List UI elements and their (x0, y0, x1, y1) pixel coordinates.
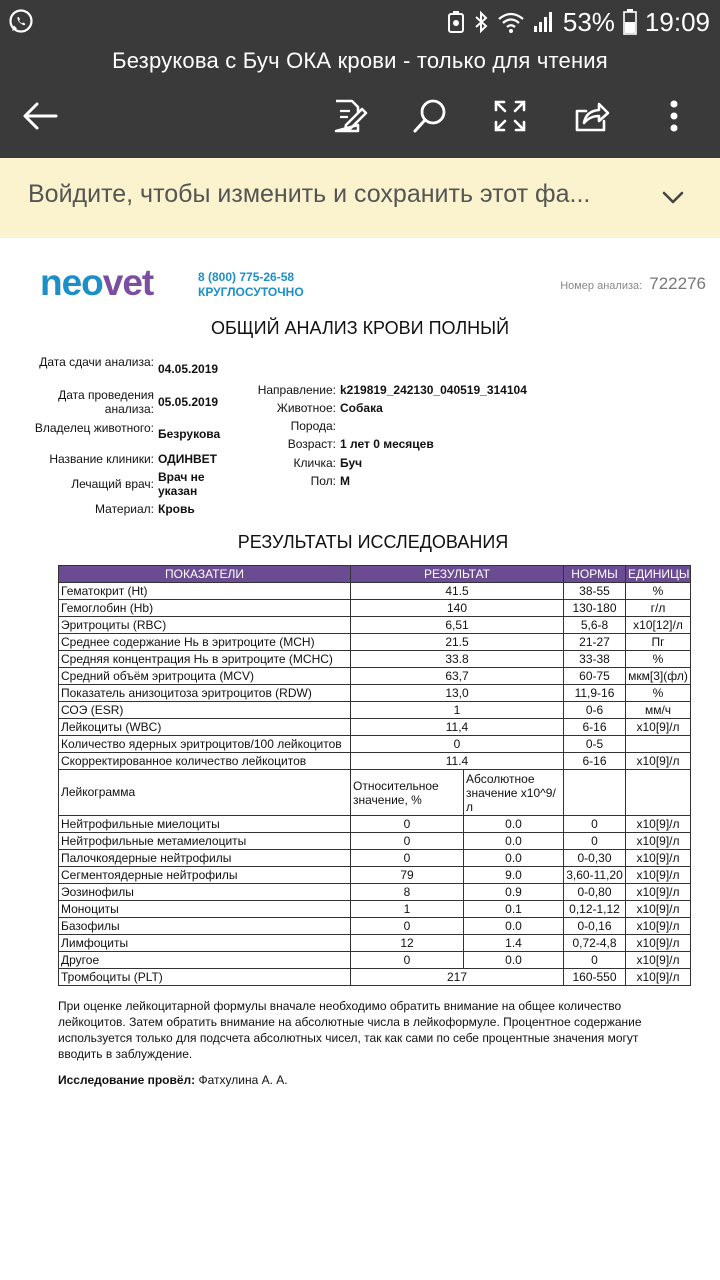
status-icons (447, 6, 710, 38)
absolute-value-header: Абсолютное значение x10^9/л (464, 770, 564, 816)
wifi-icon (497, 11, 525, 33)
cell-norm: 3,60-11,20 (564, 867, 626, 884)
table-row (59, 816, 691, 833)
table-row (59, 634, 691, 651)
table-row (59, 901, 691, 918)
table-row (59, 850, 691, 867)
breed-label: Порода: (290, 419, 336, 433)
header-norms: НОРМЫ (564, 566, 626, 583)
cell-unit: x10[9]/л (626, 901, 691, 918)
cell-unit: x10[9]/л (626, 753, 691, 770)
material-value: Кровь (158, 502, 195, 516)
cell-unit: % (626, 651, 691, 668)
table-row (59, 884, 691, 901)
leukogram-norm-empty (564, 770, 626, 816)
cell-relative: 12 (351, 935, 464, 952)
header-indicators: ПОКАЗАТЕЛИ (59, 566, 351, 583)
cell-name: Нейтрофильные миелоциты (59, 816, 351, 833)
cell-unit: x10[12]/л (626, 617, 691, 634)
clinic-value: ОДИНВЕТ (158, 452, 218, 466)
cell-result: 1 (351, 702, 564, 719)
document-page (0, 238, 720, 1280)
table-header-row (59, 566, 691, 583)
researcher-label: Исследование провёл: (58, 1073, 196, 1087)
share-icon[interactable] (572, 96, 612, 136)
date-done-value: 05.05.2019 (158, 395, 219, 409)
table-row (59, 736, 691, 753)
more-icon[interactable] (654, 96, 694, 136)
phone-number: 8 (800) 775-26-58 (198, 270, 295, 284)
battery-icon (623, 9, 637, 35)
table-row (59, 600, 691, 617)
cell-norm: 0-0,16 (564, 918, 626, 935)
material-label: Материал: (95, 502, 154, 516)
cell-unit: Пг (626, 634, 691, 651)
cell-name: СОЭ (ESR) (59, 702, 351, 719)
cell-relative: 0 (351, 850, 464, 867)
signal-icon (533, 11, 555, 33)
cell-name: Эритроциты (RBC) (59, 617, 351, 634)
cell-relative: 1 (351, 901, 464, 918)
sign-in-banner[interactable] (0, 158, 720, 238)
doctor-value: Врач не указан (158, 470, 205, 498)
researcher-name: Фатхулина А. А. (198, 1073, 288, 1087)
cell-name: Тромбоциты (PLT) (59, 969, 351, 986)
cell-name: Гемоглобин (Hb) (59, 600, 351, 617)
cell-result: 21.5 (351, 634, 564, 651)
cell-norm: 160-550 (564, 969, 626, 986)
cell-norm: 0-0,80 (564, 884, 626, 901)
table-row (59, 719, 691, 736)
cell-name: Лимфоциты (59, 935, 351, 952)
cell-relative: 79 (351, 867, 464, 884)
cell-relative: 0 (351, 833, 464, 850)
cell-unit: x10[9]/л (626, 867, 691, 884)
cell-absolute: 0.0 (464, 816, 564, 833)
relative-value-header: Относительное значение, % (351, 770, 464, 816)
cell-absolute: 9.0 (464, 867, 564, 884)
table-row (59, 918, 691, 935)
cell-absolute: 1.4 (464, 935, 564, 952)
cell-norm: 21-27 (564, 634, 626, 651)
chevron-down-icon[interactable] (660, 184, 686, 210)
cell-absolute: 0.9 (464, 884, 564, 901)
cell-name: Нейтрофильные метамиелоциты (59, 833, 351, 850)
analysis-number (560, 274, 706, 294)
cell-unit: x10[9]/л (626, 884, 691, 901)
cell-result: 41.5 (351, 583, 564, 600)
owner-value: Безрукова (158, 427, 221, 441)
table-row (59, 685, 691, 702)
cell-norm: 33-38 (564, 651, 626, 668)
cell-norm: 0-6 (564, 702, 626, 719)
cell-unit: % (626, 685, 691, 702)
cell-name: Моноциты (59, 901, 351, 918)
table-row (59, 833, 691, 850)
table-row (59, 617, 691, 634)
age-label: Возраст: (287, 437, 336, 451)
cell-unit: мм/ч (626, 702, 691, 719)
cell-name: Среднее содержание Нь в эритроците (MCH) (59, 634, 351, 651)
cell-norm: 0,12-1,12 (564, 901, 626, 918)
cell-result: 140 (351, 600, 564, 617)
header-result: РЕЗУЛЬТАТ (351, 566, 564, 583)
header-units: ЕДИНИЦЫ (626, 566, 691, 583)
cell-absolute: 0.1 (464, 901, 564, 918)
cell-result: 0 (351, 736, 564, 753)
cell-name: Гематокрит (Ht) (59, 583, 351, 600)
cell-absolute: 0.0 (464, 833, 564, 850)
cell-name: Базофилы (59, 918, 351, 935)
cell-unit: г/л (626, 600, 691, 617)
clinic-label: Название клиники: (49, 452, 154, 466)
sex-label: Пол: (310, 474, 336, 488)
cell-unit: x10[9]/л (626, 952, 691, 969)
nickname-label: Кличка: (293, 456, 336, 470)
cell-absolute: 0.0 (464, 918, 564, 935)
animal-label: Животное: (276, 401, 336, 415)
table-row (59, 702, 691, 719)
cell-result: 63,7 (351, 668, 564, 685)
cell-unit: x10[9]/л (626, 850, 691, 867)
table-row (59, 969, 691, 986)
status-bar (0, 0, 720, 44)
date-taken-value: 04.05.2019 (158, 362, 219, 376)
back-arrow-icon[interactable] (20, 96, 60, 136)
cell-relative: 0 (351, 952, 464, 969)
cell-norm: 0-5 (564, 736, 626, 753)
cell-norm: 5,6-8 (564, 617, 626, 634)
doctor-label: Лечащий врач: (71, 477, 154, 491)
cell-relative: 0 (351, 816, 464, 833)
cell-unit: x10[9]/л (626, 816, 691, 833)
clock: 19:09 (644, 6, 710, 37)
cell-result: 11.4 (351, 753, 564, 770)
cell-result: 33.8 (351, 651, 564, 668)
phone-note: КРУГЛОСУТОЧНО (198, 285, 304, 299)
cell-unit: x10[9]/л (626, 833, 691, 850)
date-taken-label: Дата сдачи анализа: (39, 355, 154, 369)
svg-text:neovet: neovet (40, 262, 154, 303)
cell-norm: 6-16 (564, 753, 626, 770)
analysis-number-value: 722276 (649, 274, 706, 293)
table-row (59, 651, 691, 668)
cell-name: Средний объём эритроцита (MCV) (59, 668, 351, 685)
cell-norm: 0-0,30 (564, 850, 626, 867)
sex-value: М (340, 474, 350, 488)
owner-label: Владелец животного: (34, 421, 154, 435)
cell-norm: 0 (564, 816, 626, 833)
table-row (59, 668, 691, 685)
recycle-icon (447, 11, 465, 33)
cell-norm: 60-75 (564, 668, 626, 685)
edit-icon[interactable] (330, 96, 370, 136)
fullscreen-icon[interactable] (490, 96, 530, 136)
direction-value: k219819_242130_040519_314104 (340, 383, 527, 397)
cell-unit: мкм[3](фл) (626, 668, 691, 685)
cell-unit (626, 736, 691, 753)
leukogram-header-row (59, 770, 691, 816)
date-done-label: Дата проведения анализа: (58, 388, 154, 416)
cell-unit: x10[9]/л (626, 918, 691, 935)
cell-result: 11,4 (351, 719, 564, 736)
cell-absolute: 0.0 (464, 850, 564, 867)
leukocyte-note: При оценке лейкоцитарной формулы вначале необходимо обратить внимание на общее количество лейкоцитов. Затем обратить внимание на абсолютные числа в лейкоформуле. Процентное содержание используется только для подсчета абсолютных чисел, так как сами по себе процентные значения могут вводить в заблуждение. (58, 999, 642, 1061)
search-icon[interactable] (410, 96, 450, 136)
analysis-number-label: Номер анализа: (560, 280, 643, 292)
document-heading: ОБЩИЙ АНАЛИЗ КРОВИ ПОЛНЫЙ (210, 318, 510, 338)
cell-result: 217 (351, 969, 564, 986)
cell-result: 6,51 (351, 617, 564, 634)
cell-name: Сегментоядерные нейтрофилы (59, 867, 351, 884)
cell-relative: 0 (351, 918, 464, 935)
table-row (59, 753, 691, 770)
results-table (58, 565, 691, 986)
cell-name: Показатель анизоцитоза эритроцитов (RDW) (59, 685, 351, 702)
table-row (59, 952, 691, 969)
document-title: Безрукова с Буч ОКА крови - только для чтения (112, 48, 608, 73)
table-row (59, 583, 691, 600)
neovet-logo (40, 262, 166, 304)
cell-norm: 38-55 (564, 583, 626, 600)
cell-norm: 0 (564, 952, 626, 969)
cell-name: Палочкоядерные нейтрофилы (59, 850, 351, 867)
cell-norm: 0 (564, 833, 626, 850)
cell-unit: x10[9]/л (626, 935, 691, 952)
phone-block (198, 270, 304, 300)
cell-name: Лейкоциты (WBC) (59, 719, 351, 736)
cell-norm: 130-180 (564, 600, 626, 617)
cell-name: Эозинофилы (59, 884, 351, 901)
direction-label: Направление: (257, 383, 336, 397)
bluetooth-icon (473, 10, 489, 34)
table-row (59, 935, 691, 952)
cell-name: Скорректированное количество лейкоцитов (59, 753, 351, 770)
table-row (59, 867, 691, 884)
cell-norm: 6-16 (564, 719, 626, 736)
cell-norm: 0,72-4,8 (564, 935, 626, 952)
leukogram-label: Лейкограмма (59, 770, 351, 816)
cell-norm: 11,9-16 (564, 685, 626, 702)
results-heading: РЕЗУЛЬТАТЫ ИССЛЕДОВАНИЯ (237, 532, 509, 552)
cell-name: Количество ядерных эритроцитов/100 лейкоцитов (59, 736, 351, 753)
cell-unit: x10[9]/л (626, 969, 691, 986)
animal-value: Собака (340, 401, 383, 415)
cell-name: Средняя концентрация Нь в эритроците (MCHC) (59, 651, 351, 668)
nickname-value: Буч (340, 456, 363, 470)
leukogram-unit-empty (626, 770, 691, 816)
app-bar (0, 44, 720, 158)
cell-absolute: 0.0 (464, 952, 564, 969)
whatsapp-icon (8, 8, 34, 34)
cell-result: 13,0 (351, 685, 564, 702)
cell-relative: 8 (351, 884, 464, 901)
battery-percent: 53% (562, 6, 615, 37)
cell-unit: % (626, 583, 691, 600)
banner-text: Войдите, чтобы изменить и сохранить этот фа... (28, 180, 591, 208)
cell-name: Другое (59, 952, 351, 969)
researcher-line (58, 1073, 288, 1087)
age-value: 1 лет 0 месяцев (340, 437, 434, 451)
cell-unit: x10[9]/л (626, 719, 691, 736)
